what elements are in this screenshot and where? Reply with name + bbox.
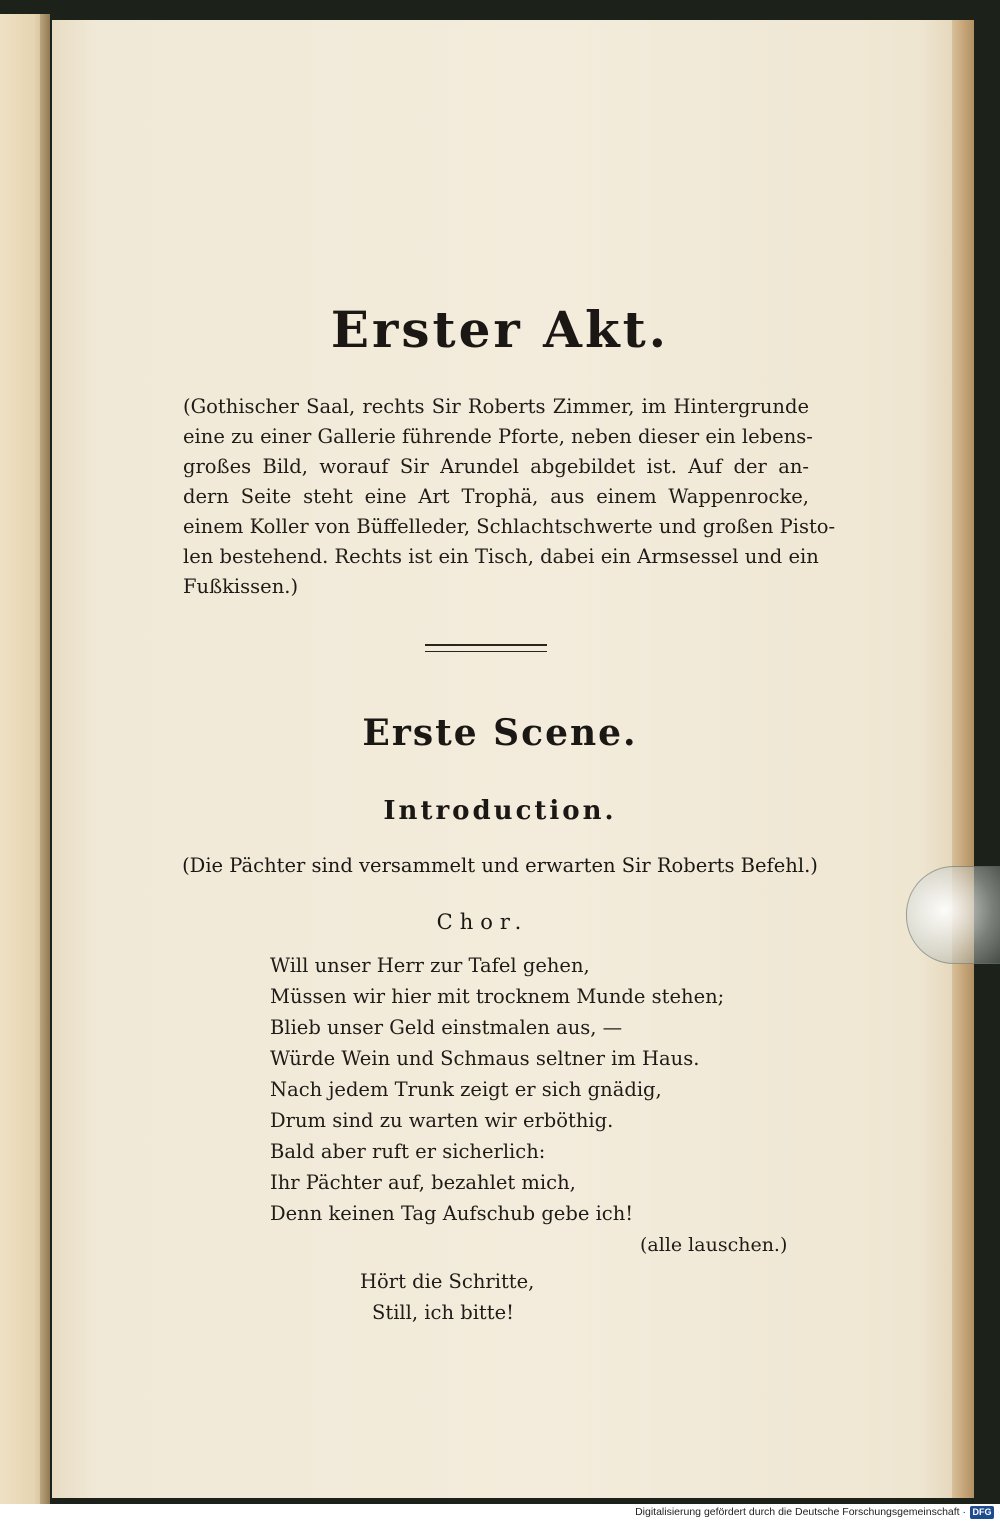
stage-direction-line: (Gothischer Saal, rechts Sir Roberts Zimmer, im Hintergrunde: [183, 395, 809, 418]
verse-line: Denn keinen Tag Aufschub gebe ich!: [270, 1202, 634, 1225]
page-block-edge: [952, 20, 974, 1498]
footer-credit: Digitalisierung gefördert durch die Deutsche Forschungsgemeinschaft ·: [635, 1506, 966, 1518]
stage-direction-line: Fußkissen.): [183, 575, 299, 598]
verse-line: Drum sind zu warten wir erböthig.: [270, 1109, 614, 1132]
verse-line: Hört die Schritte,: [360, 1270, 535, 1293]
verse-line: Würde Wein und Schmaus seltner im Haus.: [270, 1047, 700, 1070]
chorus-verse-end: [360, 1266, 534, 1328]
stage-direction-inline: (alle lauschen.): [640, 1234, 788, 1256]
book-gutter: [40, 14, 50, 1504]
verse-line: Müssen wir hier mit trocknem Munde stehen;: [270, 985, 725, 1008]
verse-line: Still, ich bitte!: [372, 1301, 514, 1324]
act-heading: Erster Akt.: [330, 300, 670, 359]
page-clip: [906, 866, 1000, 964]
verse-line: Ihr Pächter auf, bezahlet mich,: [270, 1171, 576, 1194]
chorus-verse: [270, 950, 724, 1229]
section-divider: [425, 644, 547, 652]
scene-title: Erste Scene.: [362, 712, 638, 754]
speaker-heading: Chor.: [436, 910, 529, 934]
verse-line: Bald aber ruft er sicherlich:: [270, 1140, 546, 1163]
stage-direction-line: len bestehend. Rechts ist ein Tisch, dabei ein Armsessel und ein: [183, 545, 819, 568]
stage-direction-line: eine zu einer Gallerie führende Pforte, neben dieser ein lebens-: [183, 425, 813, 448]
stage-direction-line: einem Koller von Büffelleder, Schlachtschwerte und großen Pisto-: [183, 515, 836, 538]
verse-line: Will unser Herr zur Tafel gehen,: [270, 954, 590, 977]
verse-line: Nach jedem Trunk zeigt er sich gnädig,: [270, 1078, 662, 1101]
scene-note: (Die Pächter sind versammelt und erwarten Sir Roberts Befehl.): [182, 854, 818, 877]
stage-direction: [183, 392, 836, 602]
verse-line: Blieb unser Geld einstmalen aus, —: [270, 1016, 623, 1039]
dfg-logo: DFG: [970, 1506, 994, 1519]
stage-direction-line: großes Bild, worauf Sir Arundel abgebildet ist. Auf der an-: [183, 455, 809, 478]
stage-direction-line: dern Seite steht eine Art Trophä, aus einem Wappenrocke,: [183, 485, 809, 508]
scene-subtitle: Introduction.: [383, 796, 617, 826]
